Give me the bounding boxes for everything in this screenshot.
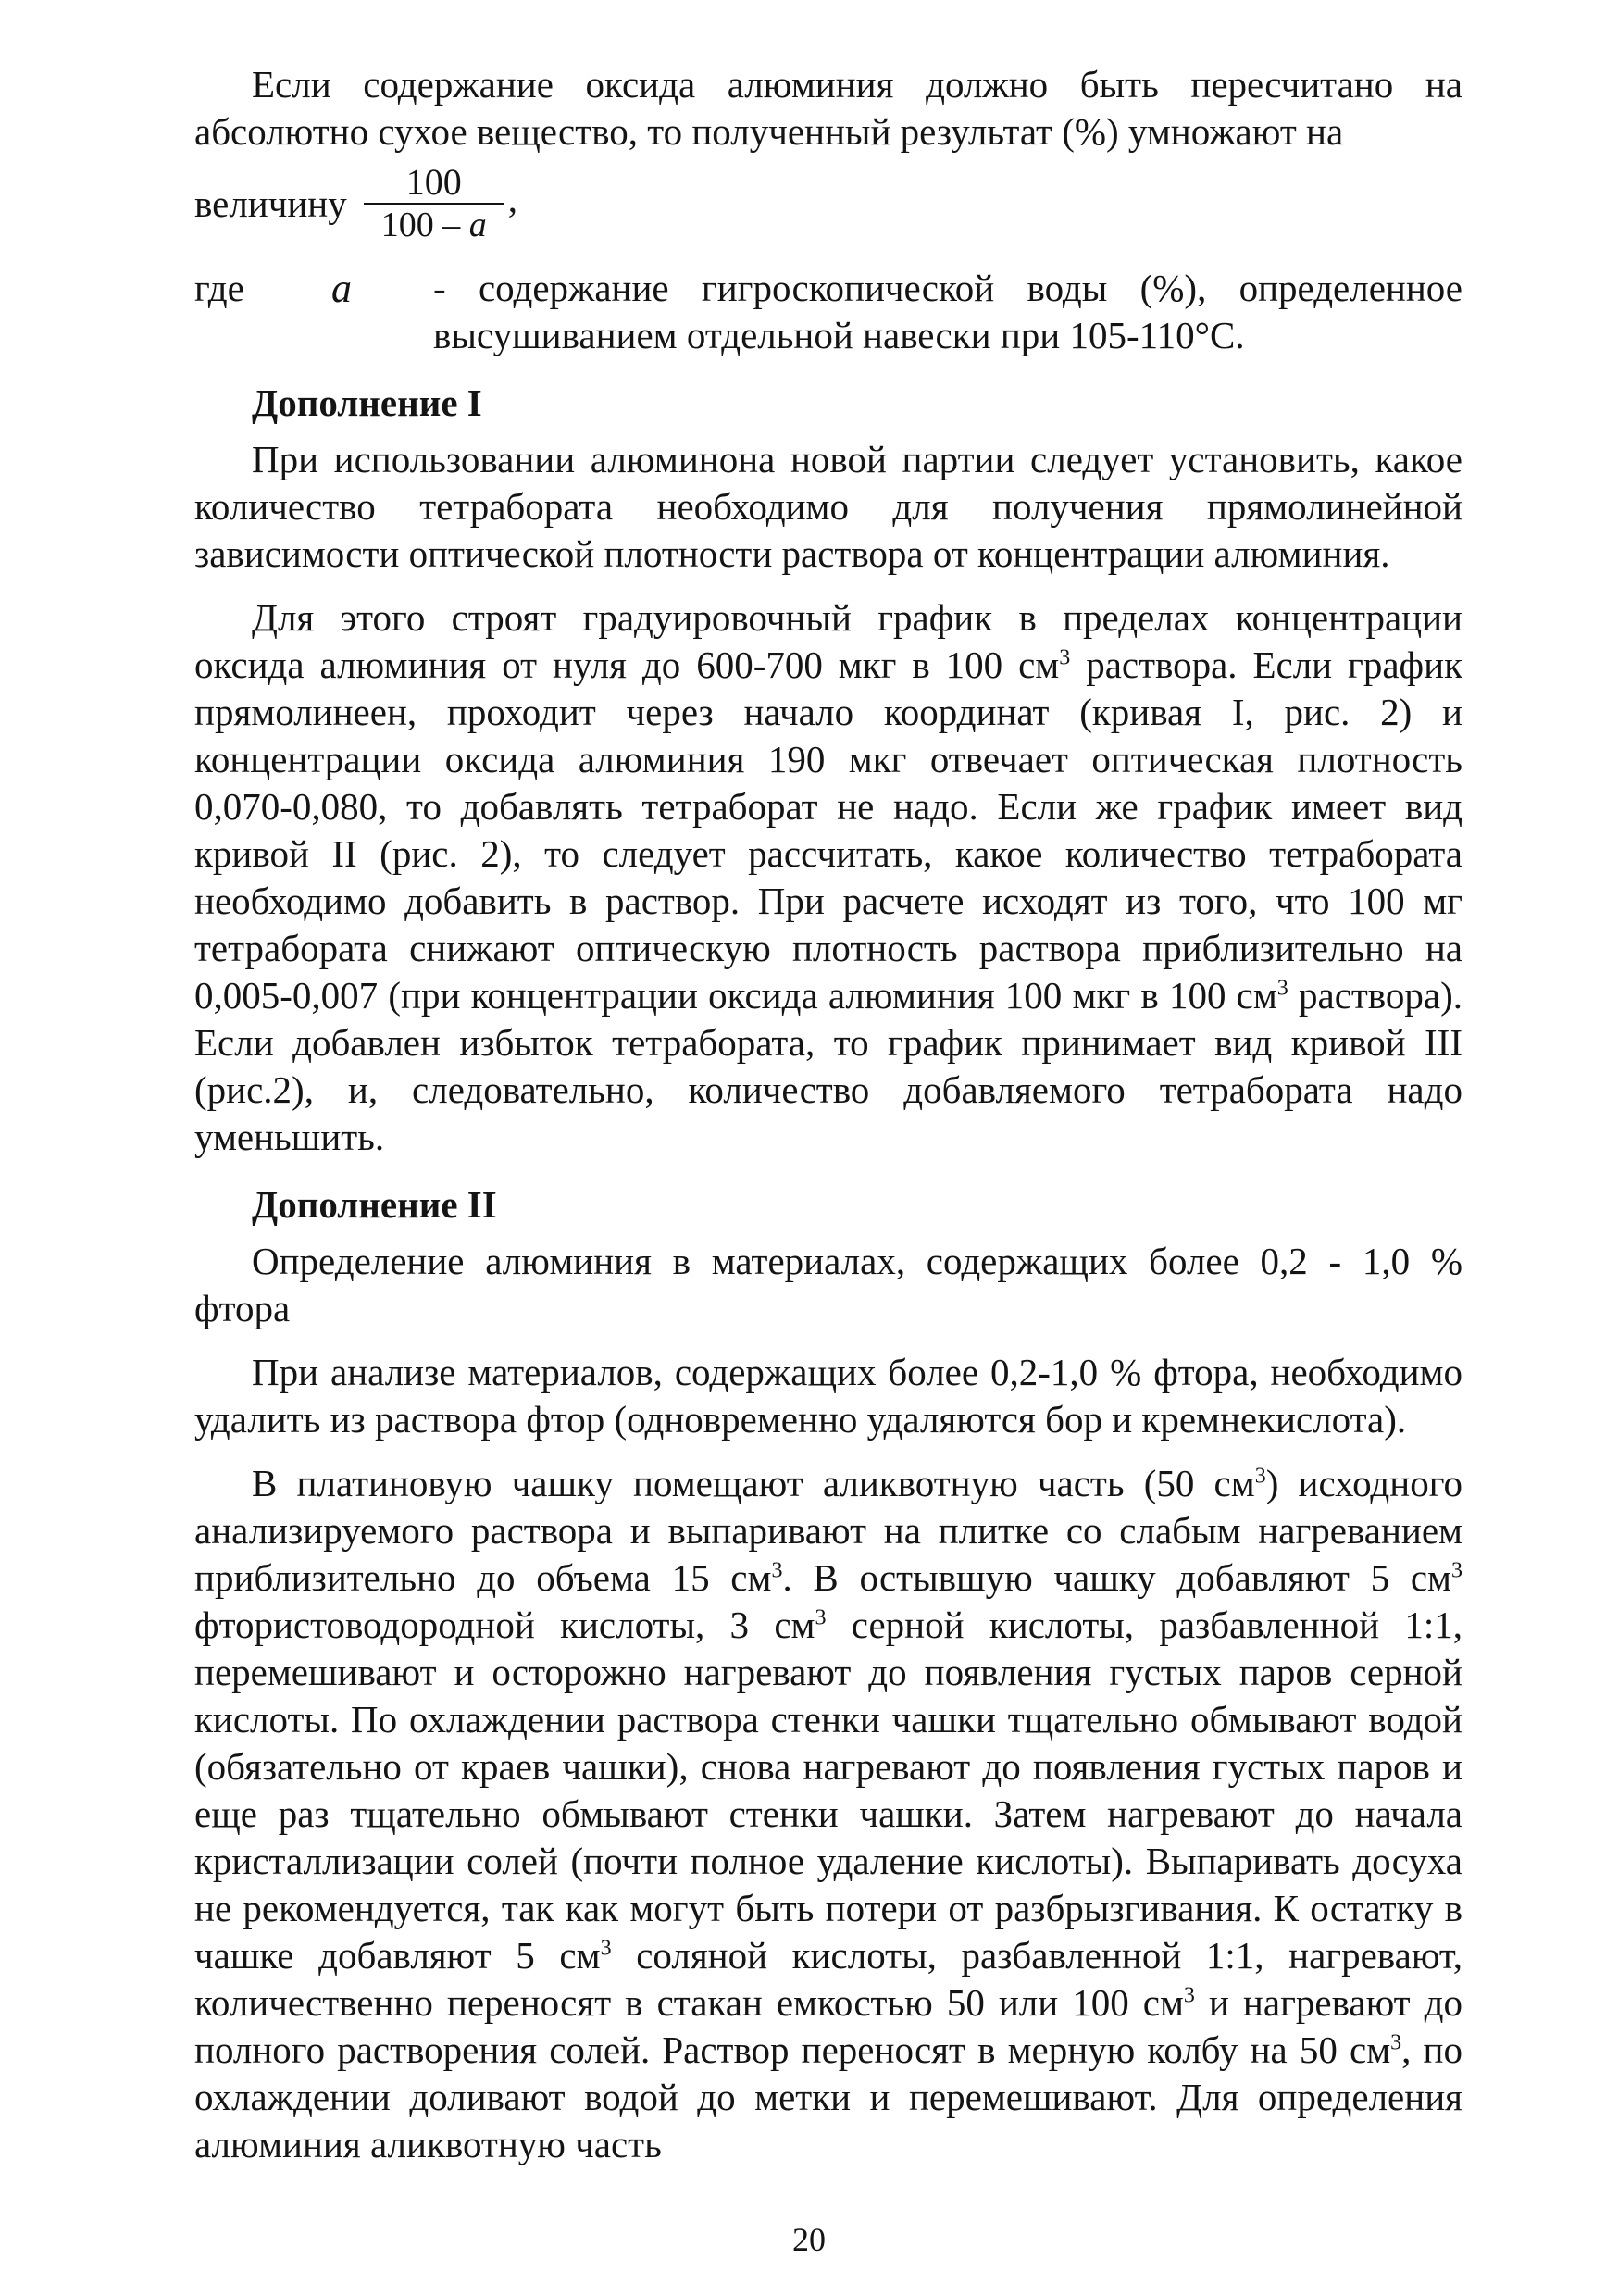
text-run: фтористоводородной кислоты, 3 см <box>194 1603 815 1646</box>
formula-line <box>194 148 1462 259</box>
fraction <box>364 162 504 245</box>
superscript: 3 <box>1059 645 1071 670</box>
addendum-1-paragraph-1: При использовании алюминона новой партии следует установить, какое количество тетрабората необходимо для получения прямолинейной зависимости оптической плотности раствора от концентрации алюминия. <box>194 438 1462 575</box>
text-run: серной кислоты, разбавленной 1:1, перемешивают и осторожно нагревают до появления густых паров серной кислоты. По охлаждении раствора стенки чашки тщательно обмывают водой (обязательно от краев чашки), снова нагревают до появления густых паров и еще раз тщательно обмывают стенки чашки. Затем нагревают до начала кристаллизации солей (почти полное удаление кислоты). Выпаривать досуха не рекомендуется, так как могут быть потери от разбрызгивания. К остатку в чашке добавляют 5 см <box>194 1603 1462 1977</box>
page-number: 20 <box>792 2221 826 2258</box>
text-run: Для этого строят градуировочный график в пределах концентрации оксида алюминия от нуля до 600-700 мкг в 100 см <box>194 596 1462 686</box>
formula-label: величину <box>194 182 347 225</box>
superscript: 3 <box>1276 976 1288 1001</box>
superscript: 3 <box>1183 1983 1195 2008</box>
superscript: 3 <box>1254 1464 1266 1489</box>
where-definition <box>194 265 1462 359</box>
where-text: - содержание гигроскопической воды (%), определенное высушиванием отдельной навески при 105-110°С. <box>433 267 1462 356</box>
addendum-2-subtitle: Определение алюминия в материалах, содержащих более 0,2 - 1,0 % фтора <box>194 1240 1462 1329</box>
addendum-2-heading: Дополнение II <box>252 1183 497 1226</box>
superscript: 3 <box>815 1605 827 1630</box>
text-run: раствора). Если добавлен избыток тетрабората, то график принимает вид кривой III (рис.2), и, следовательно, количество добавляемого тетрабората надо уменьшить. <box>194 974 1462 1158</box>
where-label: где <box>194 267 244 309</box>
where-variable: a <box>331 266 352 311</box>
text-run: ) исходного анализируемого раствора и выпаривают на плитке со слабым нагреванием приблизительно до объема 15 см <box>194 1462 1462 1599</box>
fraction-numerator: 100 <box>364 162 504 205</box>
page-content <box>194 61 1462 2168</box>
denominator-prefix: 100 – <box>380 206 469 244</box>
text-run: соляной кислоты, разбавленной 1:1, нагревают, количественно переносят в стакан емкостью 50 или 100 см <box>194 1934 1462 2024</box>
addendum-2-paragraph-1: При анализе материалов, содержащих более 0,2-1,0 % фтора, необходимо удалить из раствора фтор (одновременно удаляются бор и кремнекислота). <box>194 1351 1462 1441</box>
addendum-1-paragraph-2 <box>194 594 1462 1161</box>
text-run: и нагревают до полного растворения солей. Раствор переносят в мерную колбу на 50 см <box>194 1981 1462 2071</box>
intro-paragraph: Если содержание оксида алюминия должно быть пересчитано на абсолютно сухое вещество, то полученный результат (%) умножают на <box>194 63 1462 153</box>
superscript: 3 <box>1390 2030 1402 2055</box>
text-run: . В остывшую чашку добавляют 5 см <box>782 1556 1451 1599</box>
text-run: В платиновую чашку помещают аликвотную часть (50 см <box>252 1462 1255 1504</box>
text-run: , по охлаждении доливают водой до метки и перемешивают. Для определения алюминия аликвотную часть <box>194 2028 1462 2165</box>
denominator-variable: a <box>468 206 487 244</box>
text-run: раствора. Если график прямолинеен, проходит через начало координат (кривая I, рис. 2) и концентрации оксида алюминия 190 мкг отвечает оптическая плотность 0,070-0,080, то добавлять тетраборат не надо. Если же график имеет вид кривой II (рис. 2), то следует рассчитать, какое количество тетрабората необходимо добавить в раствор. При расчете исходят из того, что 100 мг тетрабората снижают оптическую плотность раствора приблизительно на 0,005-0,007 (при концентрации оксида алюминия 100 мкг в 100 см <box>194 643 1462 1017</box>
addendum-2-paragraph-2 <box>194 1460 1462 2168</box>
superscript: 3 <box>1451 1558 1462 1583</box>
formula-comma: , <box>507 178 517 220</box>
fraction-denominator <box>381 205 487 245</box>
addendum-1-heading: Дополнение I <box>252 381 482 424</box>
superscript: 3 <box>600 1936 612 1961</box>
superscript: 3 <box>771 1558 783 1583</box>
